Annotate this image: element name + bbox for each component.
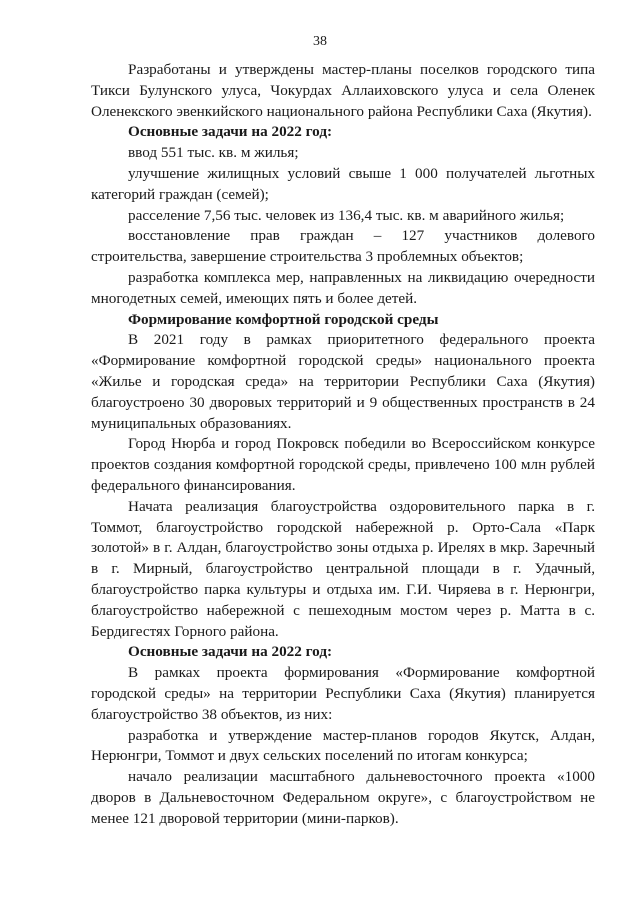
paragraph-contest-winners: Город Нюрба и город Покровск победили во Всероссийском конкурсе проектов создания комфортной городской среды, привлечено 100 млн рублей федерального финансирования.: [91, 435, 595, 494]
heading-urban-environment: Формирование комфортной городской среды: [128, 310, 439, 328]
paragraph-large-families: разработка комплекса мер, направленных на ликвидацию очередности многодетных семей, имеющих пять и более детей.: [91, 268, 595, 307]
paragraph-housing-input: ввод 551 тыс. кв. м жилья;: [128, 144, 299, 162]
paragraph-shared-construction: восстановление прав граждан – 127 участников долевого строительства, завершение строительства 3 проблемных объектов;: [91, 227, 595, 266]
paragraph-38-objects: В рамках проекта формирования «Формирование комфортной городской среды» на территории Республики Саха (Якутия) планируется благоустройство 38 объектов, из них:: [91, 664, 595, 723]
paragraph-master-plans-cities: разработка и утверждение мастер-планов городов Якутск, Алдан, Нерюнгри, Томмот и двух сельских поселений по итогам конкурса;: [91, 726, 595, 765]
document-body: [91, 60, 595, 829]
paragraph-resettlement: расселение 7,56 тыс. человек из 136,4 тыс. кв. м аварийного жилья;: [128, 206, 565, 224]
page-number: 38: [313, 34, 327, 49]
paragraph-living-conditions: улучшение жилищных условий свыше 1 000 получателей льготных категорий граждан (семей);: [91, 164, 595, 203]
paragraph-master-plans: Разработаны и утверждены мастер-планы поселков городского типа Тикси Булунского улуса, Чокурдах Аллаиховского улуса и села Оленек Оленекского эвенкийского национального района Республики Саха (Якутия).: [91, 61, 595, 120]
heading-tasks-2022: Основные задачи на 2022 год:: [128, 123, 333, 141]
heading-tasks-2022-second: Основные задачи на 2022 год:: [128, 643, 333, 661]
paragraph-improvement-works: Начата реализация благоустройства оздоровительного парка в г. Томмот, благоустройство городской набережной р. Орто-Сала «Парк золотой» в г. Алдан, благоустройство зоны отдыха р. Ирелях в мкр. Заречный в г. Мирный, благоустройство центральной площади в г. Удачный, благоустройство парка культуры и отдыха им. Г.И. Чиряева в г. Нерюнгри, благоустройство набережной с пешеходным мостом через р. Матта в с. Бердигестях Горного района.: [91, 497, 595, 640]
paragraph-federal-project-2021: В 2021 году в рамках приоритетного федерального проекта «Формирование комфортной городской среды» национального проекта «Жилье и городская среда» на территории Республики Саха (Якутия) благоустроено 30 дворовых территорий и 9 общественных пространств в 24 муниципальных образованиях.: [91, 331, 595, 432]
paragraph-1000-yards: начало реализации масштабного дальневосточного проекта «1000 дворов в Дальневосточном Федеральном округе», с благоустройством не менее 121 дворовой территории (мини-парков).: [91, 768, 595, 827]
